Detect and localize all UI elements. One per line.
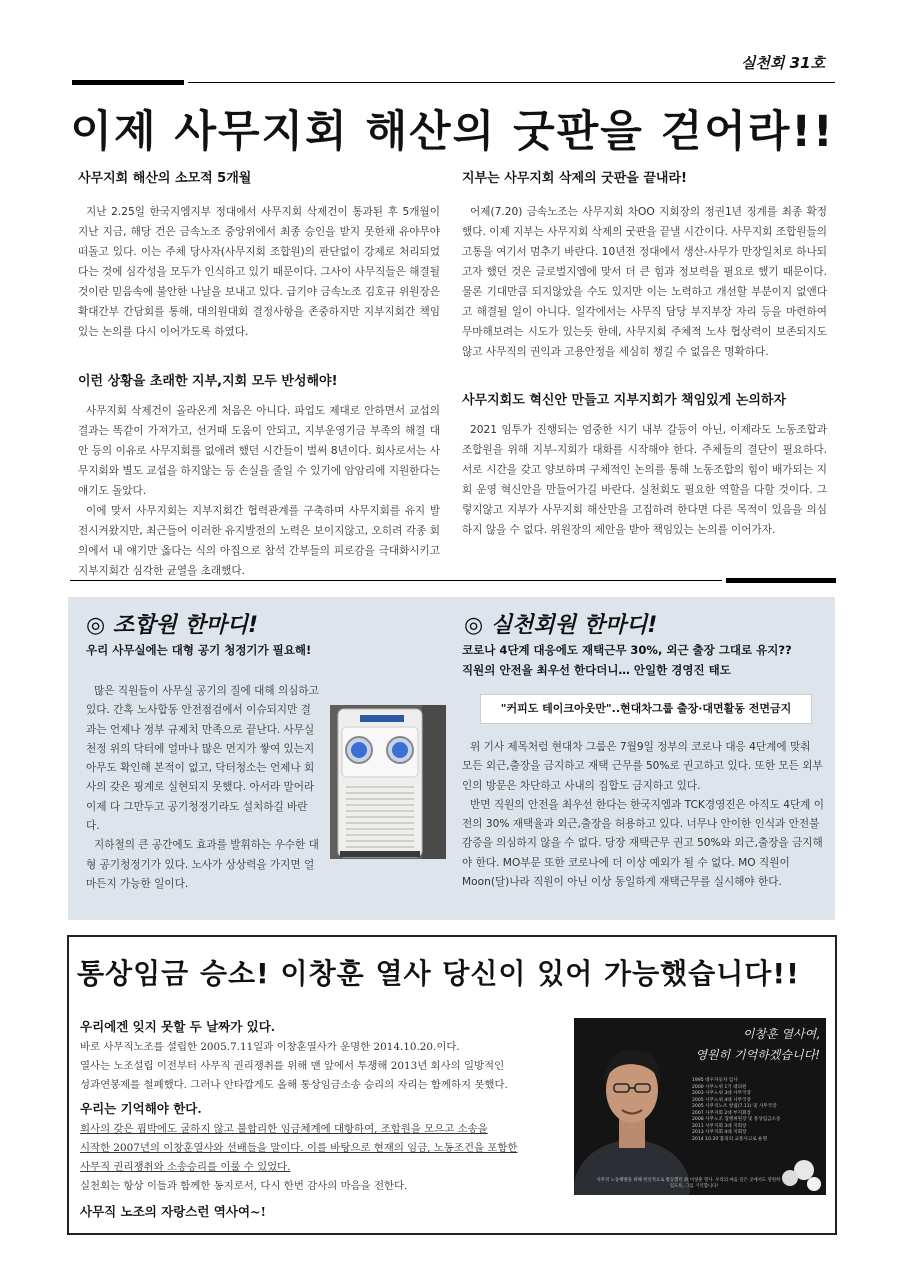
member-box-title: ◎ 조합원 한마디! (86, 613, 259, 638)
memorial-line: 시작한 2007년의 이창훈열사와 선배들을 말이다. 이를 바탕으로 현재의 임금, 노동조건을 포함한 (80, 1142, 518, 1154)
memorial-portrait-poster (574, 1018, 826, 1195)
paragraph: 지하철의 큰 공간에도 효과를 발휘하는 우수한 대형 공기청정기가 있다. 노사가 상상력을 가지면 얼마든지 가능한 일이다. (86, 839, 319, 890)
news-headline-clipping: "커피도 테이크아웃만"..현대차그룹 출장·대면활동 전면금지 (480, 694, 812, 724)
section-title: 사무지회 해산의 소모적 5개월 (78, 171, 252, 186)
memorial-line: 회사의 갖은 핍박에도 굴하지 않고 불합리한 임금체계에 대항하여, 조합원을 모으고 소송을 (80, 1123, 488, 1135)
memorial-line: 사무직 권리쟁취와 소송승리를 이룰 수 있었다. (80, 1161, 291, 1173)
memorial-line: 실천회는 항상 이들과 함께한 동지로서, 다시 한번 감사의 마음을 전한다. (80, 1180, 408, 1192)
section-title: 이런 상황을 초래한 지부,지회 모두 반성해야! (78, 374, 338, 389)
memorial-poster-title (695, 1024, 820, 1066)
section-body (78, 401, 440, 581)
timeline-item: 2007 사무지회 2대 부지회장 (692, 1110, 751, 1116)
memorial-closing: 사무직 노조의 자랑스런 역사여~! (80, 1204, 266, 1219)
right-column (462, 167, 827, 362)
section-title: 지부는 사무지회 삭제의 굿판을 끝내라! (462, 171, 687, 186)
member-box-subtitle: 우리 사무실에는 대형 공기 청정기가 필요해! (86, 643, 312, 657)
section-title: 사무지회도 혁신안 만들고 지부지회가 책임있게 논의하자 (462, 393, 787, 408)
section-body (462, 420, 827, 540)
left-column (78, 167, 440, 342)
memorial-text (80, 1017, 566, 1220)
timeline-item: 2013 사무지회 4대 지회장 (692, 1130, 747, 1135)
middle-rule-thin (70, 580, 722, 581)
air-purifier-illustration (330, 705, 446, 859)
memorial-line: 열사는 노조설립 이전부터 사무직 권리쟁취를 위해 맨 앞에서 투쟁해 2013년 회사의 일방적인 (80, 1060, 505, 1072)
practice-box-subtitle-1: 코로나 4단계 대응에도 재택근무 30%, 외근 출장 그대로 유지?? (462, 643, 792, 657)
paragraph: 지난 2.25일 한국지엠지부 정대에서 사무지회 삭제건이 통과된 후 5개월이 지난 지금, 해당 건은 금속노조 중앙위에서 최종 승인을 받지 못한채 유야무야 떠돌고 있다. 이는 주체 당사자(사무지회 조합원)의 판단없이 강제로 처리되었다는 것에 심각성을 모두가 인식하고 있기 때문이다. 그사이 사무직들은 해결될 것이란 믿음속에 불안한 나날을 보내고 있다. 급기야 금속노조 김호규 위원장은 확대간부 간담회를 통해, 대의원대회 결정사항을 존중하지만 지부지회간 책임있는 논의를 다시 이어가도록 하였다. (78, 206, 440, 338)
paragraph: 위 기사 제목처럼 현대차 그룹은 7월9일 정부의 코로나 대응 4단계에 맞춰 모든 외근,출장을 금지하고 재택 근무를 50%로 권고하고 있다. 또한 모든 외부인의 방문은 차단하고 사내의 집합도 금지하고 있다. (462, 741, 823, 792)
memorial-line: 성과연봉제를 철폐했다. 그러나 안타깝게도 올해 통상임금소송 승리의 자리는 함께하지 못했다. (80, 1079, 508, 1091)
memorial-heading-2: 우리는 기억해야 한다. (80, 1101, 202, 1116)
paragraph: 이에 맞서 사무지회는 지부지회간 협력관계를 구축하며 사무지회를 유지 발전시켜왔지만, 최근들어 이러한 유지발전의 노력은 보이지않고, 오히려 각종 회의에서 내 얘기만 옳다는 식의 아집으로 참석 간부들의 피로감을 극대화시키고 지부지회간 심각한 균열을 초래했다. (78, 505, 440, 577)
paragraph: 2021 임투가 진행되는 엄중한 시기 내부 갈등이 아닌, 이제라도 노동조합과 조합원을 위해 지부-지회가 대화를 시작해야 한다. 주체들의 결단이 필요하다. 서로 시간을 갖고 양보하며 구체적인 논의를 통해 노동조합의 힘이 배가되는 지회 운영 혁신안을 만들어가길 바란다. 실천회도 필요한 역할을 다할 것이다. 그렇지않고 지부가 사무지회 해산만을 고집하려 한다면 다른 목적이 있음을 의심하지 않을 수 없다. 위원장의 제안을 받아 책임있는 논의를 이어가자. (462, 424, 827, 536)
practice-box-title: ◎ 실천회원 한마디! (464, 613, 658, 638)
memorial-caption: 사무직 노동해방을 위해 헌신적으로 활동했던 故 이창훈 열사. 우리의 마음 깊은 곳에서도 영원히 살 수 있도록, 그를 기억합니다! (596, 1178, 792, 1189)
paragraph: 많은 직원들이 사무실 공기의 질에 대해 의심하고 있다. 간혹 노사합동 안전점검에서 이슈되지만 결과는 언제나 정부 규제치 만족으로 끝난다. 사무실 천정 위의 닥터에 얼마나 많은 먼지가 쌓여 있는지 아무도 확인해 본적이 없고, 닥터청소는 언제나 회사의 갖은 핑계로 실현되지 못했다. 아서라 말어라 이제 다 그만두고 공기청정기라도 설치하길 바란다. (86, 685, 319, 833)
paragraph: 사무지회 삭제건이 올라온게 처음은 아니다. 파업도 제대로 안하면서 교섭의 결과는 똑같이 가져가고, 선거때 도움이 안되고, 지부운영기금 부족의 해결 대안 등의 이유로 사무지회를 없애려 했던 시간들이 벌써 8년이다. 회사로서는 사무지회와 별도 교섭을 하지않는 등 손실을 줄일 수 있기에 암암리에 지원한다는 얘기도 돌았다. (78, 405, 440, 497)
middle-rule-thick (726, 578, 836, 583)
memorial-line: 바로 사무직노조를 설립한 2005.7.11일과 이창훈열사가 운명한 2014.10.20.이다. (80, 1041, 460, 1053)
paragraph: 어제(7.20) 금속노조는 사무지회 차OO 지회장의 정권1년 징계를 최종 확정했다. 이제 지부는 사무지회 삭제의 굿판을 끝낼 시간이다. 사무지회 조합원들의 고통을 여기서 멈추기 바란다. 10년전 정대에서 생산-사무가 만장일치로 하나되고자 했던 것은 글로벌지엠에 맞서 더 큰 힘과 정보력을 필요로 했기 때문이다. 물론 기대만큼 되지않았을 수도 있지만 이는 노력하고 개선할 부분이지 없앤다고 해결될 일이 아니다. 일각에서는 사무직 담당 부지부장 자리 등을 마련하여 무마해보려는 시도가 있는듯 한데, 사무지회 주체적 노사 협상력이 보존되지도 않고 사무직의 권익과 고용안정을 세심히 챙길 수 없음은 명확하다. (462, 206, 827, 358)
timeline-item: 2005 사무직노조 창립(7.11) 및 사무국장 (692, 1104, 777, 1109)
member-box-body (86, 682, 321, 894)
right-column-section-2 (462, 389, 827, 540)
timeline-item: 1995 대우자동차 입사 (692, 1078, 738, 1083)
timeline-item: 2003 사무노위 3대 사무국장 (692, 1091, 751, 1096)
timeline-item: 2014 10.20 불의의 교통사고로 운명 (692, 1136, 768, 1142)
practice-box-subtitle-2: 직원의 안전을 최우선 한다더니… 안일한 경영진 태도 (462, 663, 731, 677)
practice-box-body (462, 738, 824, 892)
memorial-headline: 통상임금 승소! 이창훈 열사 당신이 있어 가능했습니다!! (77, 957, 800, 990)
main-headline: 이제 사무지회 해산의 굿판을 걷어라!! (70, 107, 835, 157)
memorial-heading-1: 우리에겐 잊지 못할 두 날짜가 있다. (80, 1019, 276, 1034)
memorial-timeline (692, 1078, 781, 1143)
timeline-item: 2011 사무지회 3대 지회장 (692, 1123, 747, 1129)
header-rule-thin (188, 82, 835, 83)
memorial-poster-title-line-2: 영원히 기억하겠습니다! (695, 1048, 820, 1062)
issue-number: 실천회 31호 (740, 54, 825, 72)
section-body (78, 202, 440, 342)
air-purifier-photo (330, 705, 446, 859)
left-column-section-2 (78, 370, 440, 581)
section-body (462, 202, 827, 362)
timeline-item: 2008 사무노조 집행위원장 및 통상임금소송 (692, 1117, 781, 1122)
header-rule-thick (72, 80, 184, 85)
memorial-poster-title-line-1: 이창훈 열사여, (742, 1027, 820, 1041)
timeline-item: 2005 사무노위 4대 사무국장 (692, 1097, 751, 1103)
timeline-item: 2000 사무노위 1기 대의원 (692, 1084, 747, 1090)
paragraph: 반면 직원의 안전을 최우선 한다는 한국지엠과 TCK경영진은 아직도 4단계 이전의 30% 재택율과 외근,출장을 허용하고 있다. 너무나 안이한 인식과 안전불감증을 의심하지 않을 수 없다. 당장 재택근무 권고 50%와 외근,출장을 금지해야 한다. MO부문 또한 코로나에 더 이상 예외가 될 수 없다. MO 직원이 Moon(달)나라 직원이 아닌 이상 동일하게 재택근무를 실시해야 한다. (462, 798, 825, 889)
